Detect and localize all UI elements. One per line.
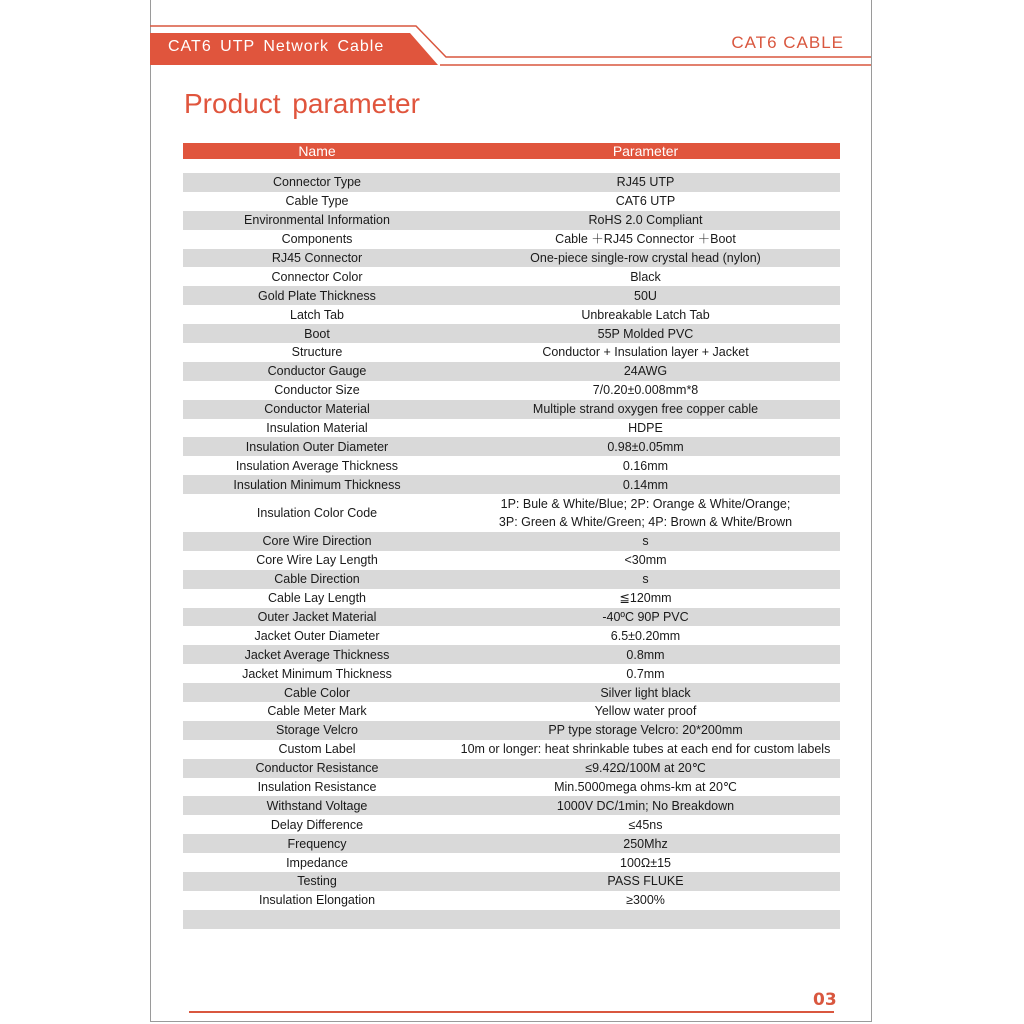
row-name: Impedance bbox=[286, 855, 348, 870]
row-name: Core Wire Direction bbox=[262, 534, 372, 549]
row-name: Insulation Color Code bbox=[256, 506, 378, 521]
row-parameter: Unbreakable Latch Tab bbox=[581, 307, 710, 322]
row-name: Core Wire Lay Length bbox=[256, 553, 378, 568]
table-row bbox=[183, 211, 840, 230]
table-row bbox=[183, 230, 840, 249]
row-parameter: s bbox=[642, 534, 649, 549]
row-name: Cable Meter Mark bbox=[267, 704, 367, 719]
row-name: Cable Lay Length bbox=[268, 591, 366, 606]
row-parameter: 0.16mm bbox=[622, 458, 669, 473]
table-header bbox=[183, 143, 840, 159]
table-row-empty bbox=[183, 910, 840, 929]
table-row bbox=[183, 494, 840, 532]
table-row bbox=[183, 305, 840, 324]
row-parameter: 50U bbox=[634, 288, 657, 303]
row-parameter: HDPE bbox=[628, 421, 663, 436]
row-parameter: RJ45 UTP bbox=[616, 175, 675, 190]
row-name: Conductor Gauge bbox=[267, 364, 367, 379]
row-parameter: 55P Molded PVC bbox=[597, 326, 694, 341]
row-parameter: PASS FLUKE bbox=[607, 874, 684, 889]
table-row bbox=[183, 608, 840, 627]
table-row bbox=[183, 173, 840, 192]
table-row bbox=[183, 362, 840, 381]
row-name: Connector Color bbox=[271, 269, 363, 284]
row-parameter: PP type storage Velcro: 20*200mm bbox=[548, 723, 743, 738]
row-name: Insulation Outer Diameter bbox=[245, 439, 389, 454]
row-parameter: s bbox=[642, 572, 649, 587]
parameter-table bbox=[183, 143, 840, 929]
row-parameter: 100Ω±15 bbox=[620, 855, 671, 870]
table-row bbox=[183, 626, 840, 645]
row-parameter: ≤45ns bbox=[628, 817, 663, 832]
table-row bbox=[183, 475, 840, 494]
column-header-name: Name bbox=[298, 143, 336, 159]
row-parameter: Min.5000mega ohms-km at 20℃ bbox=[554, 779, 737, 794]
row-name: Conductor Size bbox=[274, 383, 360, 398]
row-name: Boot bbox=[304, 326, 330, 341]
row-name: Conductor Material bbox=[264, 402, 370, 417]
row-name: Withstand Voltage bbox=[266, 798, 368, 813]
row-parameter: 0.98±0.05mm bbox=[607, 439, 684, 454]
header-gap bbox=[183, 159, 840, 173]
row-parameter: -40ºC 90P PVC bbox=[602, 609, 689, 624]
row-parameter: RoHS 2.0 Compliant bbox=[588, 213, 703, 228]
row-name: RJ45 Connector bbox=[271, 251, 363, 265]
table-row bbox=[183, 419, 840, 438]
row-parameter: CAT6 UTP bbox=[615, 194, 676, 209]
row-name: Insulation Resistance bbox=[257, 779, 377, 794]
row-parameter: 7/0.20±0.008mm*8 bbox=[592, 383, 699, 398]
row-parameter: Black bbox=[630, 269, 661, 284]
row-parameter: ≥300% bbox=[626, 893, 665, 908]
row-parameter: 6.5±0.20mm bbox=[610, 628, 681, 643]
row-parameter-line: 3P: Green & White/Green; 4P: Brown & White/Brown bbox=[498, 515, 793, 530]
row-parameter: Conductor + Insulation layer + Jacket bbox=[542, 345, 749, 360]
row-name: Components bbox=[281, 232, 353, 247]
row-name: Conductor Resistance bbox=[255, 761, 379, 776]
row-parameter: Cable ＋RJ45 Connector ＋Boot bbox=[555, 232, 736, 247]
table-row bbox=[183, 778, 840, 797]
table-row bbox=[183, 815, 840, 834]
row-name: Insulation Elongation bbox=[258, 893, 376, 908]
table-row bbox=[183, 456, 840, 475]
table-row bbox=[183, 891, 840, 910]
row-name: Insulation Average Thickness bbox=[235, 458, 399, 473]
row-name: Jacket Minimum Thickness bbox=[242, 666, 392, 681]
table-row bbox=[183, 683, 840, 702]
header-band-title: CAT6 UTP Network Cable bbox=[168, 38, 385, 55]
row-parameter: 24AWG bbox=[623, 364, 668, 379]
footer-rule bbox=[189, 1011, 834, 1013]
table-row bbox=[183, 664, 840, 683]
table-row bbox=[183, 872, 840, 891]
table-row bbox=[183, 267, 840, 286]
row-name: Testing bbox=[297, 874, 337, 889]
row-parameter: 0.8mm bbox=[626, 647, 665, 662]
row-parameter bbox=[451, 495, 840, 531]
row-name: Cable Direction bbox=[274, 572, 360, 587]
table-row bbox=[183, 381, 840, 400]
table-row bbox=[183, 853, 840, 872]
row-name: Jacket Average Thickness bbox=[244, 647, 390, 662]
row-parameter: Yellow water proof bbox=[594, 704, 697, 719]
row-parameter: ≦120mm bbox=[619, 591, 672, 606]
table-row bbox=[183, 759, 840, 778]
row-name: Insulation Material bbox=[266, 421, 368, 436]
row-name: Frequency bbox=[287, 836, 347, 851]
row-parameter: 0.14mm bbox=[622, 477, 669, 492]
table-row bbox=[183, 324, 840, 343]
row-parameter: One-piece single-row crystal head (nylon) bbox=[530, 251, 761, 265]
row-name: Structure bbox=[291, 345, 343, 360]
page-title: Product parameter bbox=[184, 88, 420, 119]
table-row bbox=[183, 570, 840, 589]
table-row bbox=[183, 834, 840, 853]
table-row bbox=[183, 343, 840, 362]
row-parameter: Multiple strand oxygen free copper cable bbox=[532, 402, 759, 417]
row-parameter-line: 1P: Bule & White/Blue; 2P: Orange & White/Orange; bbox=[500, 497, 791, 512]
header-decoration bbox=[0, 0, 1024, 80]
row-parameter: 1000V DC/1min; No Breakdown bbox=[556, 798, 735, 813]
table-row bbox=[183, 702, 840, 721]
row-name: Cable Color bbox=[283, 685, 350, 700]
row-name: Custom Label bbox=[278, 742, 356, 757]
row-name: Gold Plate Thickness bbox=[258, 288, 376, 303]
row-name: Delay Difference bbox=[270, 817, 364, 832]
table-row bbox=[183, 740, 840, 759]
table-row bbox=[183, 286, 840, 305]
table-row bbox=[183, 249, 840, 268]
table-row bbox=[183, 400, 840, 419]
table-row bbox=[183, 721, 840, 740]
table-row bbox=[183, 551, 840, 570]
row-parameter: 250Mhz bbox=[623, 836, 668, 851]
row-name: Jacket Outer Diameter bbox=[254, 628, 380, 643]
row-name: Latch Tab bbox=[290, 307, 344, 322]
table-row bbox=[183, 796, 840, 815]
row-parameter: ≤9.42Ω/100M at 20℃ bbox=[585, 761, 706, 776]
row-name: Insulation Minimum Thickness bbox=[233, 477, 401, 492]
table-row bbox=[183, 532, 840, 551]
row-parameter: 0.7mm bbox=[626, 666, 665, 681]
table-row bbox=[183, 645, 840, 664]
row-name: Connector Type bbox=[272, 175, 362, 190]
table-body bbox=[183, 173, 840, 910]
table-row bbox=[183, 589, 840, 608]
table-row bbox=[183, 192, 840, 211]
page-number: 03 bbox=[813, 990, 837, 1010]
row-parameter: <30mm bbox=[624, 553, 667, 568]
row-name: Environmental Information bbox=[244, 213, 390, 228]
column-header-parameter: Parameter bbox=[612, 143, 679, 159]
row-parameter: 10m or longer: heat shrinkable tubes at each end for custom labels bbox=[460, 742, 831, 757]
row-name: Outer Jacket Material bbox=[257, 609, 377, 624]
row-parameter: Silver light black bbox=[600, 685, 691, 700]
header-right-title: CAT6 CABLE bbox=[731, 33, 844, 52]
table-row bbox=[183, 437, 840, 456]
row-name: Cable Type bbox=[285, 194, 349, 209]
row-name: Storage Velcro bbox=[276, 723, 358, 738]
